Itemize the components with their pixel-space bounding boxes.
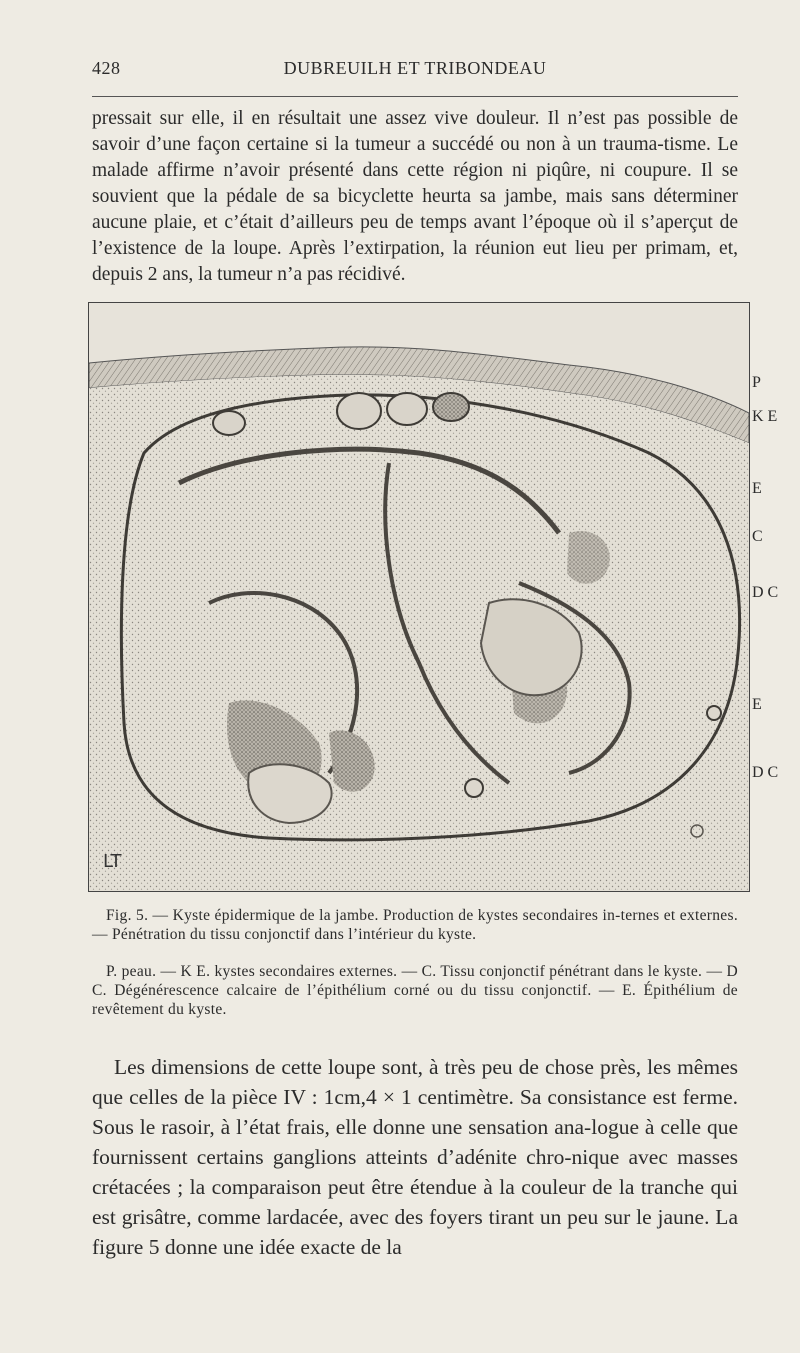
running-title: DUBREUILH ET TRIBONDEAU <box>283 58 547 78</box>
running-header <box>92 58 738 86</box>
header-rule <box>92 96 738 97</box>
label-dc-upper: D C <box>752 584 779 601</box>
body-paragraph-bottom: Les dimensions de cette loupe sont, à très peu de chose près, les mêmes que celles de la pièce IV : 1cm,4 × 1 centimètre. Sa consistance est ferme. Sous le rasoir, à l’état frais, elle donne une sensation ana-logue à celle que fournissent certains ganglions atteints d’adénite chro-nique avec masses crétacées ; la comparaison peut être étendue à la couleur de la tranche qui est grisâtre, comme lardacée, avec des foyers tirant un peu sur le jaune. La figure 5 donne une idée exacte de la <box>92 1055 738 1259</box>
figure-side-labels <box>752 302 800 890</box>
histology-drawing <box>89 303 749 891</box>
label-ke: K E <box>752 408 778 425</box>
figure-legend: P. peau. — K E. kystes secondaires externes. — C. Tissu conjonctif pénétrant dans le kyste. — D C. Dégénérescence calcaire de l’épithélium corné ou du tissu conjonctif. — E. Épithélium de revêtement du kyste. <box>92 963 738 1018</box>
artist-monogram: LT <box>103 851 122 872</box>
label-dc-lower: D C <box>752 764 779 781</box>
figure-illustration <box>88 302 750 892</box>
page-number: 428 <box>92 58 121 78</box>
body-paragraph-top: pressait sur elle, il en résultait une assez vive douleur. Il n’est pas possible de savoir d’une façon certaine si la tumeur a succédé ou non à un trauma-tisme. Le malade affirme n’avoir présenté dans cette région ni piqûre, ni coupure. Il se souvient que la pédale de sa bicyclette heurta sa jambe, mais sans déterminer aucune plaie, et c’était d’ailleurs peu de temps avant l’époque où il s’aperçut de l’existence de la loupe. Après l’extirpation, la réunion eut lieu per primam, et, depuis 2 ans, la tumeur n’a pas récidivé. <box>92 108 738 285</box>
label-e-upper: E <box>752 480 762 497</box>
label-c: C <box>752 528 763 545</box>
label-p: P <box>752 374 761 391</box>
label-e-lower: E <box>752 696 762 713</box>
figure-caption: Fig. 5. — Kyste épidermique de la jambe. Production de kystes secondaires in-ternes et externes. — Pénétration du tissu conjonctif dans l’intérieur du kyste. <box>92 907 738 943</box>
